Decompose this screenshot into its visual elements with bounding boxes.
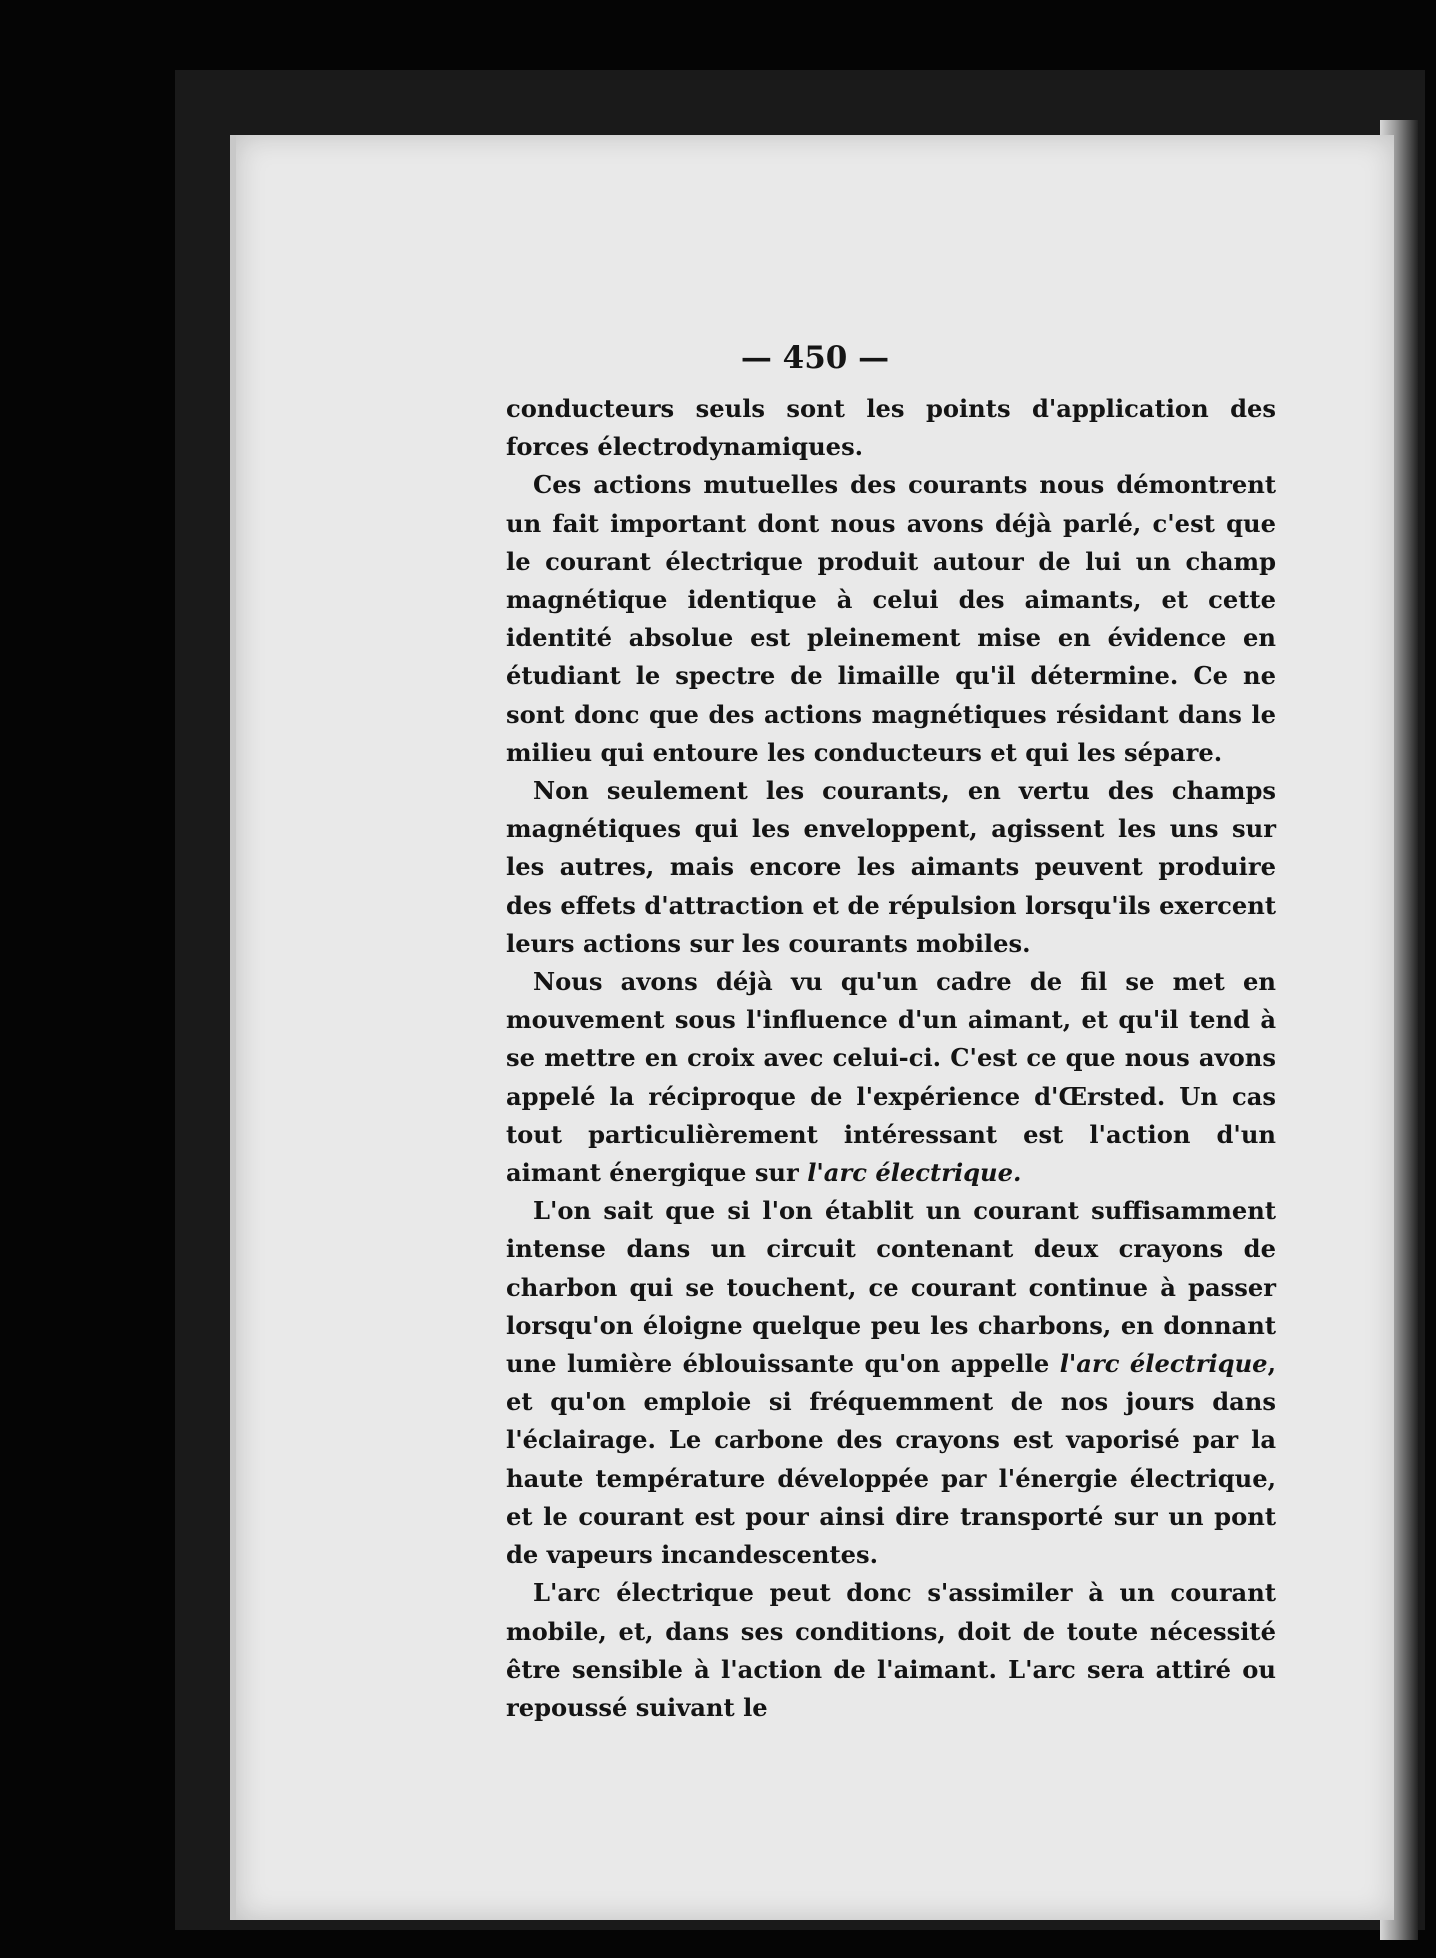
paragraph	[506, 963, 1276, 1192]
paragraph	[506, 1192, 1276, 1574]
text-segment: L'on sait que si l'on établit un courant suffisamment intense dans un circuit contenant deux crayons de charbon qui se touchent, ce courant continue à passer lorsqu'on éloigne quelque peu les charbons, en donnant une lumière éblouissante qu'on appelle	[506, 1196, 1276, 1379]
text-segment: conducteurs seuls sont les points d'application des forces électrodynamiques.	[506, 394, 1276, 462]
page-number: — 450 —	[740, 340, 890, 376]
body-text	[506, 390, 1276, 1727]
paragraph	[506, 466, 1276, 772]
text-segment: Nous avons déjà vu qu'un cadre de fil se met en mouvement sous l'influence d'un aimant, et qu'il tend à se mettre en croix avec celui-ci. C'est ce que nous avons appelé la réciproque de l'expérience d'Œrsted. Un cas tout particulièrement intéressant est l'action d'un aimant énergique sur	[506, 967, 1276, 1188]
paragraph	[506, 390, 1276, 466]
text-segment: Non seulement les courants, en vertu des champs magnétiques qui les enveloppent, agissent les uns sur les autres, mais encore les aimants peuvent produire des effets d'attraction et de répulsion lorsqu'ils exercent leurs actions sur les courants mobiles.	[506, 776, 1276, 958]
text-segment: , et qu'on emploie si fréquemment de nos jours dans l'éclairage. Le carbone des crayons est vaporisé par la haute température développée par l'énergie électrique, et le courant est pour ainsi dire transporté sur un pont de vapeurs incandescentes.	[506, 1349, 1276, 1570]
italic-term: l'arc électrique	[1059, 1349, 1268, 1379]
italic-term: l'arc électrique.	[807, 1158, 1022, 1188]
book-page	[230, 135, 1394, 1920]
paragraph	[506, 772, 1276, 963]
paragraph	[506, 1574, 1276, 1727]
text-segment: L'arc électrique peut donc s'assimiler à un courant mobile, et, dans ses conditions, doit de toute nécessité être sensible à l'action de l'aimant. L'arc sera attiré ou repoussé suivant le	[506, 1578, 1276, 1722]
text-segment: Ces actions mutuelles des courants nous démontrent un fait important dont nous avons déjà parlé, c'est que le courant électrique produit autour de lui un champ magnétique identique à celui des aimants, et cette identité absolue est pleinement mise en évidence en étudiant le spectre de limaille qu'il détermine. Ce ne sont donc que des actions magnétiques résidant dans le milieu qui entoure les conducteurs et qui les sépare.	[506, 470, 1276, 767]
